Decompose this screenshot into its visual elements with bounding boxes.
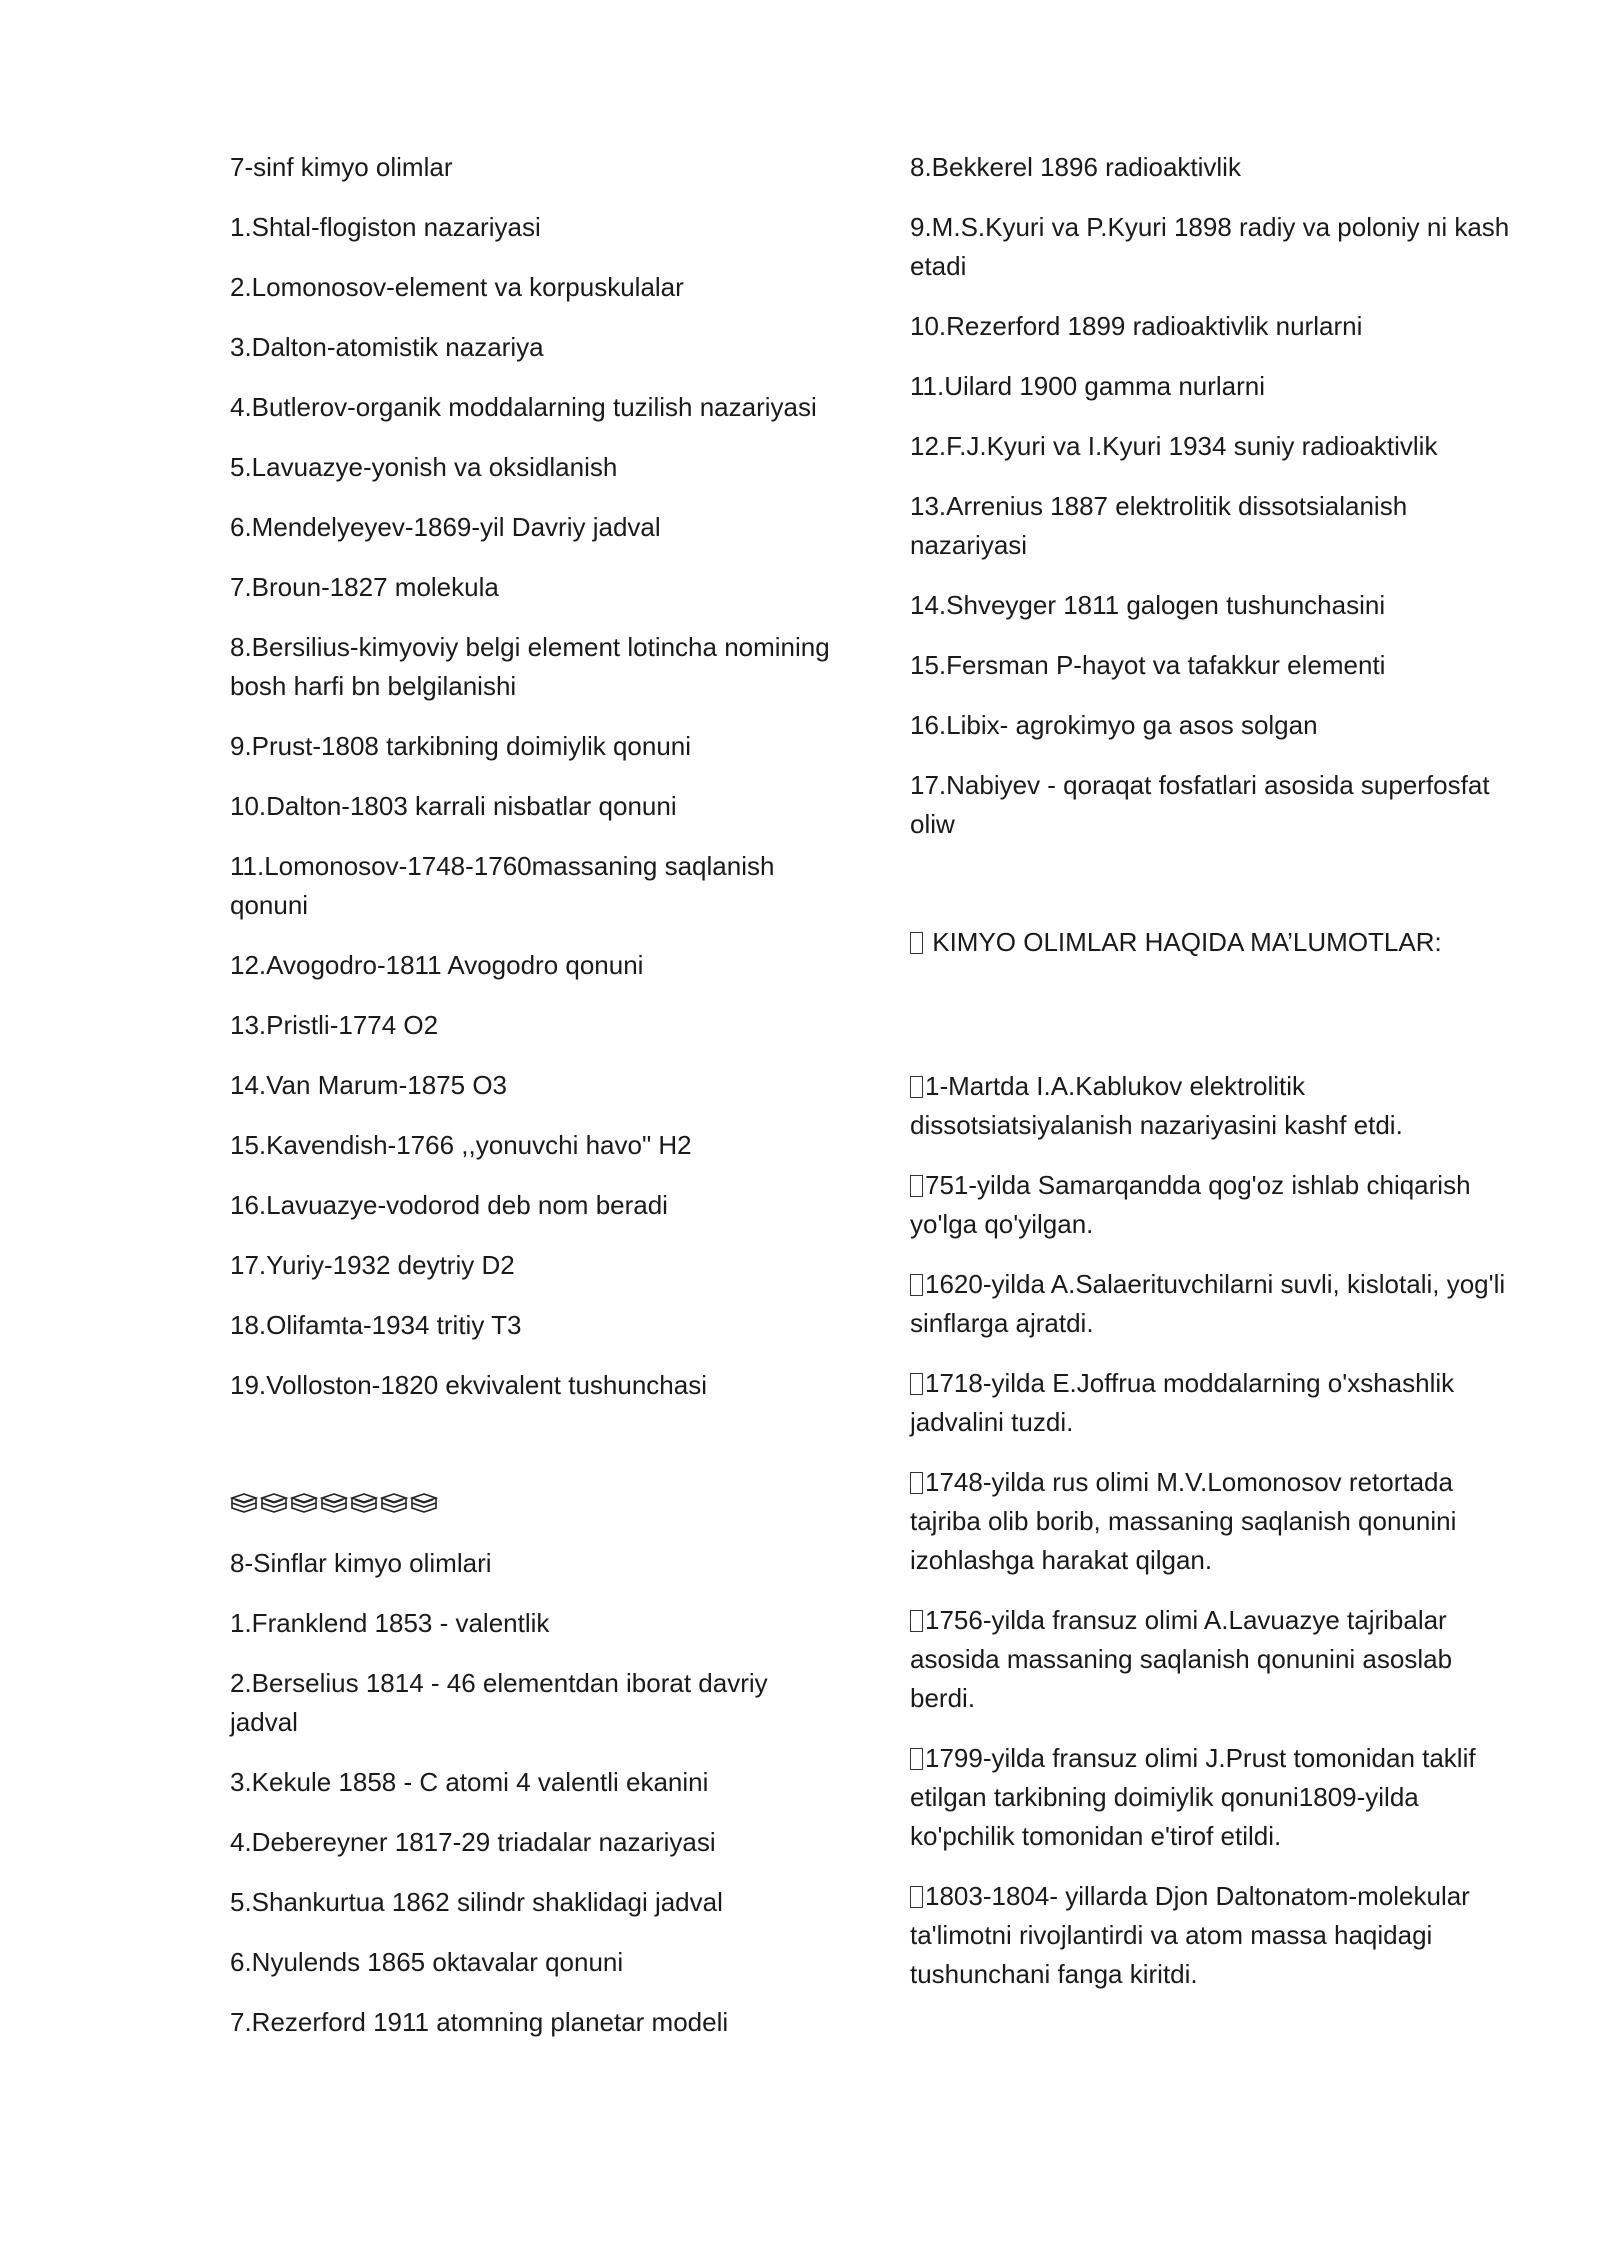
left-column	[230, 148, 830, 2063]
info-heading-text: KIMYO OLIMLAR HAQIDA MA’LUMOTLAR:	[932, 927, 1442, 957]
books-icon	[320, 1492, 348, 1516]
list-item-text: 15.Kavendish-1766 ,,yonuvchi havo" H2	[230, 1130, 692, 1160]
list-item-text: 18.Olifamta-1934 tritiy T3	[230, 1310, 522, 1340]
list-item	[230, 1943, 830, 1982]
books-icon	[410, 1492, 438, 1516]
missing-glyph-box-icon	[910, 1274, 923, 1296]
list-item	[910, 766, 1510, 844]
list-item-text: 6.Mendelyeyev-1869-yil Davriy jadval	[230, 512, 661, 542]
missing-glyph-box-icon	[910, 1175, 923, 1197]
fact-item	[910, 1166, 1510, 1244]
fact-item	[910, 1463, 1510, 1580]
list-item	[230, 508, 830, 547]
list-item-text: 16.Libix- agrokimyo ga asos solgan	[910, 710, 1318, 740]
list-item	[230, 787, 830, 826]
list-item-text: 7.Broun-1827 molekula	[230, 572, 499, 602]
list-item-text: 3.Dalton-atomistik nazariya	[230, 332, 544, 362]
list-item-text: 3.Kekule 1858 - C atomi 4 valentli ekanini	[230, 1767, 709, 1797]
list-item	[230, 268, 830, 307]
list-item-text: 19.Volloston-1820 ekvivalent tushunchasi	[230, 1370, 707, 1400]
list-item-text: 8.Bersilius-kimyoviy belgi element lotincha nomining bosh harfi bn belgilanishi	[230, 632, 830, 701]
list-item-text: 4.Butlerov-organik moddalarning tuzilish nazariyasi	[230, 392, 817, 422]
list-item-text: 4.Debereyner 1817-29 triadalar nazariyasi	[230, 1827, 716, 1857]
fact-item-text: 1718-yilda E.Joffrua moddalarning o'xshashlik jadvalini tuzdi.	[910, 1368, 1455, 1437]
list-item	[910, 427, 1510, 466]
list-item-text: 11.Lomonosov-1748-1760massaning saqlanish qonuni	[230, 851, 775, 920]
list-item-text: 13.Pristli-1774 O2	[230, 1010, 439, 1040]
books-icon	[350, 1492, 378, 1516]
list-item	[230, 1604, 830, 1643]
books-icon	[290, 1492, 318, 1516]
list-item-text: 10.Dalton-1803 karrali nisbatlar qonuni	[230, 791, 677, 821]
missing-glyph-box-icon	[910, 1748, 923, 1770]
grade7-list	[230, 208, 830, 1405]
list-item-text: 17.Nabiyev - qoraqat fosfatlari asosida superfosfat oliw	[910, 770, 1490, 839]
list-item-text: 2.Berselius 1814 - 46 elementdan iborat davriy jadval	[230, 1668, 768, 1737]
list-item-text: 8.Bekkerel 1896 radioaktivlik	[910, 152, 1241, 182]
fact-item	[910, 1601, 1510, 1718]
list-item-text: 9.Prust-1808 tarkibning doimiylik qonuni	[230, 731, 692, 761]
fact-item	[910, 1877, 1510, 1994]
books-icon	[230, 1492, 258, 1516]
list-item-text: 16.Lavuazye-vodorod deb nom beradi	[230, 1190, 668, 1220]
list-item	[230, 448, 830, 487]
list-item-text: 13.Arrenius 1887 elektrolitik dissotsialanish nazariyasi	[910, 491, 1408, 560]
list-item-text: 14.Van Marum-1875 O3	[230, 1070, 507, 1100]
fact-item-text: 1748-yilda rus olimi M.V.Lomonosov retortada tajriba olib borib, massaning saqlanish qonunini izohlashga harakat qilgan.	[910, 1467, 1457, 1575]
fact-item-text: 1756-yilda fransuz olimi A.Lavuazye tajribalar asosida massaning saqlanish qonunini asoslab berdi.	[910, 1605, 1453, 1713]
list-item	[910, 586, 1510, 625]
list-item	[910, 706, 1510, 745]
list-item-text: 5.Lavuazye-yonish va oksidlanish	[230, 452, 618, 482]
list-item	[230, 1306, 830, 1345]
list-item	[230, 568, 830, 607]
missing-glyph-box-icon	[910, 1472, 923, 1494]
missing-glyph-box-icon	[910, 1610, 923, 1632]
list-item-text: 7.Rezerford 1911 atomning planetar modeli	[230, 2007, 729, 2037]
list-item	[230, 847, 830, 925]
list-item-text: 6.Nyulends 1865 oktavalar qonuni	[230, 1947, 624, 1977]
missing-glyph-box-icon	[910, 1886, 923, 1908]
list-item	[230, 1006, 830, 1045]
list-item	[230, 1366, 830, 1405]
list-item	[230, 1126, 830, 1165]
grade8-title: 8-Sinflar kimyo olimlari	[230, 1548, 492, 1578]
fact-item-text: 1620-yilda A.Salaerituvchilarni suvli, kislotali, yog'li sinflarga ajratdi.	[910, 1269, 1506, 1338]
books-icon-row	[230, 1484, 830, 1523]
list-item	[230, 1664, 830, 1742]
info-heading	[910, 923, 1510, 962]
books-icon	[260, 1492, 288, 1516]
list-item	[230, 2003, 830, 2042]
fact-item	[910, 1739, 1510, 1856]
list-item	[910, 307, 1510, 346]
list-item-text: 12.Avogodro-1811 Avogodro qonuni	[230, 950, 644, 980]
list-item	[230, 1763, 830, 1802]
list-item-text: 15.Fersman P-hayot va tafakkur elementi	[910, 650, 1386, 680]
fact-item	[910, 1265, 1510, 1343]
list-item	[230, 628, 830, 706]
grade7-title: 7-sinf kimyo olimlar	[230, 152, 453, 182]
list-item	[230, 946, 830, 985]
list-item-text: 17.Yuriy-1932 deytriy D2	[230, 1250, 515, 1280]
fact-item-text: 1-Martda I.A.Kablukov elektrolitik dissotsiatsiyalanish nazariyasini kashf etdi.	[910, 1071, 1403, 1140]
list-item	[910, 148, 1510, 187]
fact-item	[910, 1067, 1510, 1145]
list-item-text: 14.Shveyger 1811 galogen tushunchasini	[910, 590, 1386, 620]
list-item	[230, 1823, 830, 1862]
missing-glyph-box-icon	[910, 1076, 923, 1098]
fact-item	[910, 1364, 1510, 1442]
list-item-text: 9.M.S.Kyuri va P.Kyuri 1898 radiy va poloniy ni kash etadi	[910, 212, 1510, 281]
right-column	[910, 148, 1510, 2015]
list-item-text: 11.Uilard 1900 gamma nurlarni	[910, 371, 1266, 401]
fact-item-text: 1803-1804- yillarda Djon Daltonatom-molekular ta'limotni rivojlantirdi va atom massa haqidagi tushunchani fanga kiritdi.	[910, 1881, 1470, 1989]
fact-item-text: 751-yilda Samarqandda qog'oz ishlab chiqarish yo'lga qo'yilgan.	[910, 1170, 1471, 1239]
list-item	[230, 1246, 830, 1285]
list-item	[910, 487, 1510, 565]
missing-glyph-box-icon	[910, 932, 923, 954]
list-item	[910, 208, 1510, 286]
list-item-text: 1.Franklend 1853 - valentlik	[230, 1608, 550, 1638]
list-item	[230, 1186, 830, 1225]
list-item	[910, 646, 1510, 685]
list-item	[230, 1066, 830, 1105]
list-item	[230, 388, 830, 427]
books-icon	[380, 1492, 408, 1516]
list-item-text: 2.Lomonosov-element va korpuskulalar	[230, 272, 684, 302]
list-item	[230, 208, 830, 247]
grade8-list-continued	[910, 148, 1510, 844]
list-item	[230, 727, 830, 766]
fact-item-text: 1799-yilda fransuz olimi J.Prust tomonidan taklif etilgan tarkibning doimiylik qonuni1809-yilda ko'pchilik tomonidan e'tirof etildi.	[910, 1743, 1476, 1851]
list-item	[910, 367, 1510, 406]
list-item	[230, 1883, 830, 1922]
list-item-text: 1.Shtal-flogiston nazariyasi	[230, 212, 541, 242]
missing-glyph-box-icon	[910, 1373, 923, 1395]
list-item-text: 10.Rezerford 1899 radioaktivlik nurlarni	[910, 311, 1363, 341]
list-item-text: 12.F.J.Kyuri va I.Kyuri 1934 suniy radioaktivlik	[910, 431, 1438, 461]
list-item-text: 5.Shankurtua 1862 silindr shaklidagi jadval	[230, 1887, 723, 1917]
grade8-list	[230, 1604, 830, 2042]
list-item	[230, 328, 830, 367]
facts-list	[910, 1067, 1510, 1994]
